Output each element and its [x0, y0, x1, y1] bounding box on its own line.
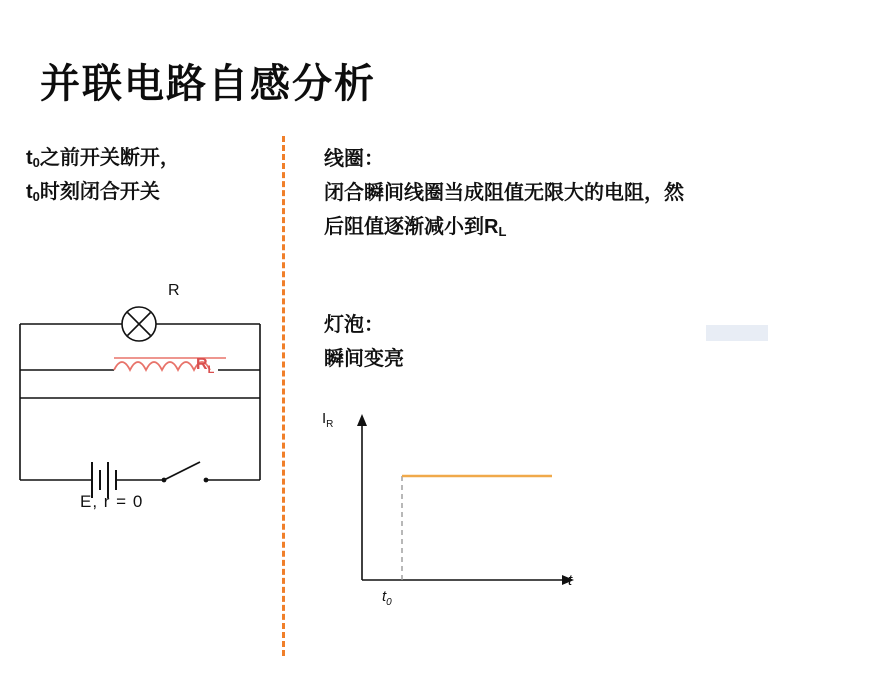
bulb-heading: 灯泡： [324, 314, 384, 336]
y-axis-arrow [357, 414, 367, 426]
page-title: 并联电路自感分析 [40, 62, 376, 106]
y-axis-label-main: I [322, 410, 327, 427]
coil-explanation [324, 142, 864, 246]
column-divider [282, 136, 285, 656]
resistor-label: R [168, 282, 180, 299]
coil-heading: 线圈： [324, 148, 384, 170]
x-tick-main: t [382, 588, 387, 605]
left-description-line-2 [26, 176, 180, 210]
y-axis-label-sub: R [326, 419, 334, 430]
t0-subscript-1: 0 [32, 155, 40, 170]
t0-symbol-1: t [26, 147, 33, 169]
coil-line-2 [324, 210, 864, 246]
current-time-graph [316, 404, 606, 616]
t0-symbol-2: t [26, 181, 33, 203]
left-description-line-1 [26, 142, 180, 176]
x-axis-tick-label-t0 [382, 588, 392, 608]
left-line-2-text: 时刻闭合开关 [39, 181, 160, 203]
coil-resistance-symbol: R [484, 216, 499, 238]
t0-subscript-2: 0 [32, 189, 40, 204]
coil-resistance-label-sub: L [207, 364, 215, 377]
circuit-diagram [14, 272, 276, 522]
left-description [26, 142, 180, 210]
source-label: E, r = 0 [80, 492, 144, 511]
y-axis-label [322, 410, 333, 430]
x-tick-sub: 0 [386, 597, 392, 608]
bulb-line-1: 瞬间变亮 [324, 348, 404, 370]
coil-resistance-label [196, 356, 214, 376]
coil-line-2-text: 后阻值逐渐减小到 [324, 216, 484, 238]
x-axis-label: t [568, 572, 573, 589]
bulb-explanation [324, 308, 864, 376]
coil-line-1: 闭合瞬间线圈当成阻值无限大的电阻，然 [324, 182, 684, 204]
switch-lever-icon [164, 462, 200, 480]
left-line-1-text: 之前开关断开， [39, 147, 180, 169]
coil-resistance-label-main: R [196, 356, 208, 373]
highlight-patch [706, 325, 768, 341]
coil-resistance-subscript: L [498, 224, 507, 239]
